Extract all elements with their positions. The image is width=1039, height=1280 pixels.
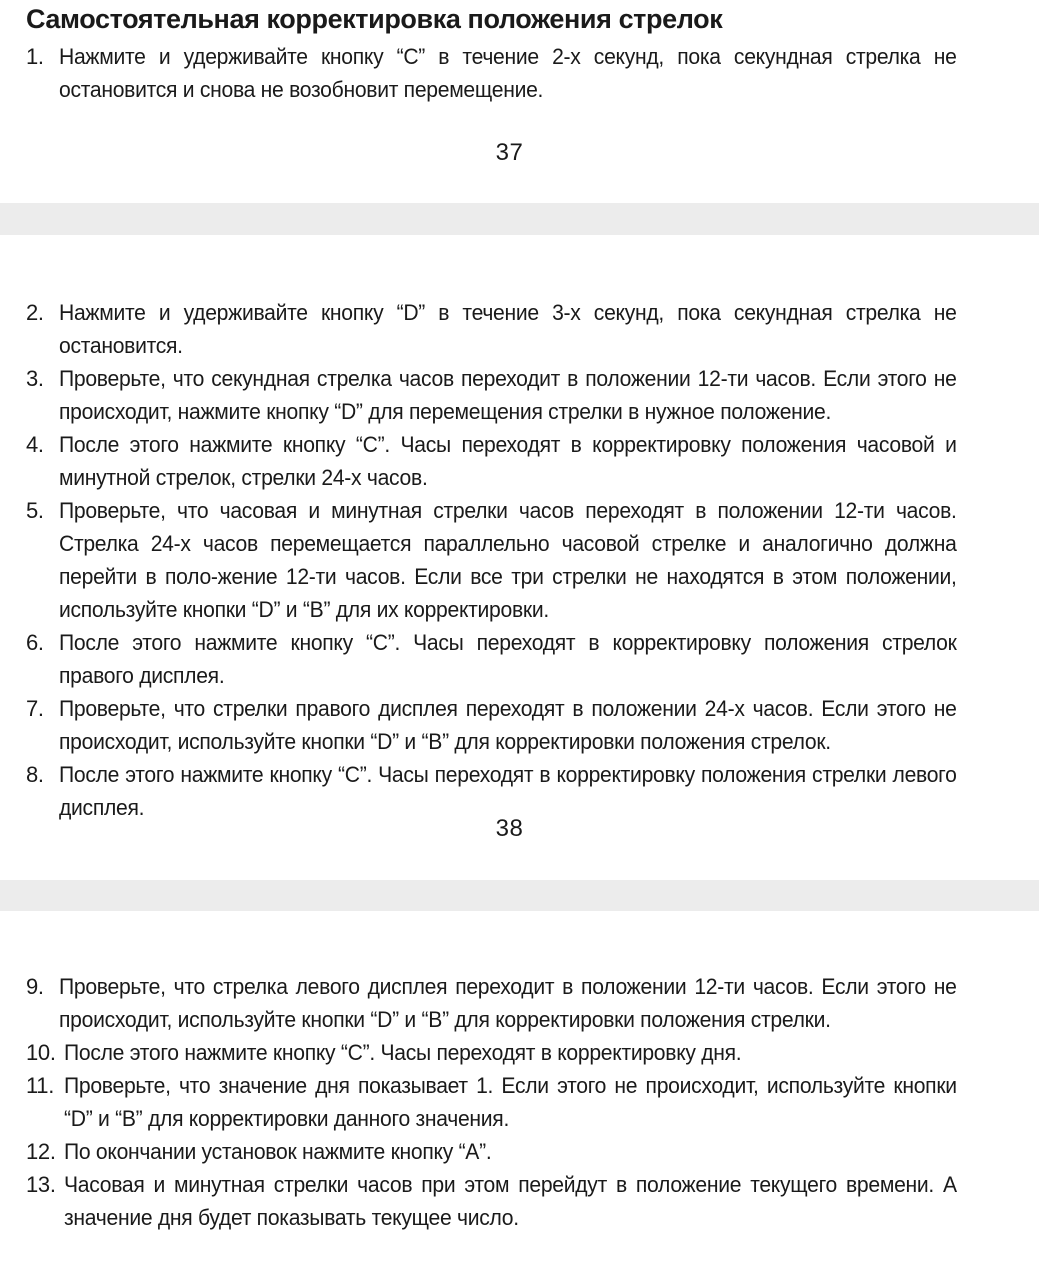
item-text: Проверьте, что стрелки правого дисплея переходят в положении 24-х часов. Если этого не происходит, используйте кнопки “D” и “B” для корректировки положения стрелок. [59, 696, 957, 754]
instruction-list [26, 296, 994, 824]
item-text: После этого нажмите кнопку “C”. Часы переходят в корректировку дня. [64, 1040, 742, 1065]
list-item [26, 494, 994, 626]
item-text: После этого нажмите кнопку “C”. Часы переходят в корректировку положения стрелок правого дисплея. [59, 630, 957, 688]
item-number: 8. [26, 762, 44, 787]
item-text: После этого нажмите кнопку “C”. Часы переходят в корректировку положения стрелки левого дисплея. [59, 762, 957, 820]
item-text: Нажмите и удерживайте кнопку “D” в течение 3-х секунд, пока секундная стрелка не остановится. [59, 300, 957, 358]
item-number: 10. [26, 1040, 56, 1065]
list-item [26, 1168, 994, 1234]
list-item [26, 1069, 994, 1135]
item-number: 5. [26, 498, 44, 523]
list-item [26, 1135, 994, 1168]
item-text: Часовая и минутная стрелки часов при этом перейдут в положение текущего времени. А значение дня будет показывать текущее число. [64, 1172, 957, 1230]
list-item [26, 970, 994, 1036]
item-number: 1. [26, 44, 44, 69]
list-item [26, 428, 994, 494]
item-text: После этого нажмите кнопку “C”. Часы переходят в корректировку положения часовой и минутной стрелок, стрелки 24-х часов. [59, 432, 957, 490]
item-number: 6. [26, 630, 44, 655]
item-number: 11. [26, 1073, 55, 1098]
list-item [26, 1036, 994, 1069]
list-item [26, 692, 994, 758]
list-item [26, 40, 994, 106]
item-text: Проверьте, что секундная стрелка часов переходит в положении 12-ти часов. Если этого не происходит, нажмите кнопку “D” для перемещения стрелки в нужное положение. [59, 366, 957, 424]
page-number: 37 [495, 139, 524, 166]
page-37 [0, 0, 1039, 203]
item-text: Проверьте, что часовая и минутная стрелки часов переходят в положении 12-ти часов. Стрелка 24-х часов перемещается параллельно часовой стрелке и аналогично должна перейти в поло-жение 12-ти часов. Если все три стрелки не находятся в этом положении, используйте кнопки “D” и “B” для их корректировки. [59, 498, 957, 622]
item-number: 7. [26, 696, 44, 721]
item-number: 13. [26, 1172, 56, 1197]
list-item [26, 626, 994, 692]
section-title: Самостоятельная корректировка положения стрелок [26, 4, 723, 34]
item-text: Проверьте, что стрелка левого дисплея переходит в положении 12-ти часов. Если этого не происходит, используйте кнопки “D” и “B” для корректировки положения стрелки. [59, 974, 957, 1032]
item-number: 2. [26, 300, 44, 325]
item-text: По окончании установок нажмите кнопку “A”. [64, 1139, 492, 1164]
page-number: 38 [495, 815, 524, 842]
list-item [26, 296, 994, 362]
page-39 [0, 911, 1039, 1280]
item-number: 9. [26, 974, 44, 999]
list-item [26, 362, 994, 428]
item-text: Нажмите и удерживайте кнопку “C” в течение 2-х секунд, пока секундная стрелка не остановится и снова не возобновит перемещение. [59, 44, 957, 102]
item-text: Проверьте, что значение дня показывает 1. Если этого не происходит, используйте кнопки “D” и “B” для корректировки данного значения. [64, 1073, 957, 1131]
item-number: 4. [26, 432, 44, 457]
instruction-list [26, 970, 994, 1234]
item-number: 12. [26, 1139, 56, 1164]
item-number: 3. [26, 366, 44, 391]
page-38 [0, 235, 1039, 880]
instruction-list [26, 40, 994, 106]
